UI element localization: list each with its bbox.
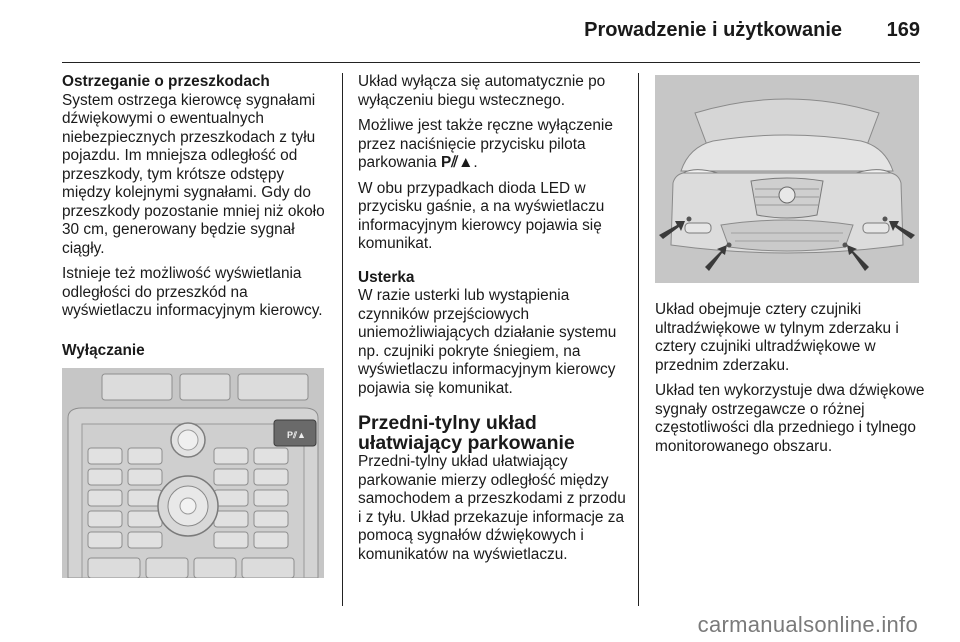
heading-fault: Usterka — [358, 268, 415, 286]
center-console-illustration — [62, 368, 324, 578]
paragraph-sensors: Układ obejmuje cztery czujniki ultradźwiękowe w tylnym zderzaku i cztery czujniki ultradźwiękowe w przednim zderzaku. — [655, 301, 899, 374]
paragraph-warning: System ostrzega kierowcę sygnałami dźwiękowymi o ewentualnych niebezpiecznych przeszkodach z tyłu pojazdu. Im mniejsza odległość od przeszkody, tym krótsze odstępy między kolejnymi sygnałami. Gdy do przeszkody pozostanie mniej niż około 30 cm, generowany będzie sygnał ciągły. — [62, 91, 325, 257]
heading-obstacle-warning: Ostrzeganie o przeszkodach — [62, 73, 270, 90]
car-front-illustration — [655, 75, 919, 283]
heading-switch-off: Wyłączanie — [62, 341, 145, 359]
watermark: carmanualsonline.info — [697, 612, 918, 637]
column-2 — [358, 73, 630, 571]
paragraph-fault: W razie usterki lub wystąpienia czynników przejściowych uniemożliwiających działanie systemu np. czujniki pokryte śniegiem, na wyświetlaczu informacyjnym kierowcy pojawia się komunikat. — [358, 287, 617, 397]
paragraph-auto-off: Układ wyłącza się automatycznie po wyłączeniu biegu wstecznego. — [358, 73, 606, 109]
paragraph-manual-off: Możliwe jest także ręczne wyłączenie przez naciśnięcie przycisku pilota parkowania P⫽▲. — [358, 117, 613, 171]
paragraph-front-rear: Przedni-tylny układ ułatwiający parkowanie mierzy odległość między samochodem a przeszkodami z przodu i z tyłu. Układ przekazuje informacje za pomocą sygnałów dźwiękowych i komunikatów na wyświetlaczu. — [358, 453, 626, 563]
car-front-sensors-figure — [655, 75, 919, 283]
column-divider-1 — [342, 73, 343, 606]
paragraph-led: W obu przypadkach dioda LED w przycisku gaśnie, a na wyświetlaczu informacyjnym kierowcy pojawia się komunikat. — [358, 179, 605, 252]
column-1 — [62, 73, 334, 578]
page-header — [0, 0, 960, 60]
heading-front-rear-parking: Przedni-tylny układ ułatwiający parkowanie — [358, 412, 575, 454]
paragraph-distance-display: Istnieje też możliwość wyświetlania odległości do przeszkód na wyświetlaczu informacyjnym kierowcy. — [62, 265, 323, 319]
pdc-symbol-icon: P⫽▲ — [441, 154, 474, 171]
page-number: 169 — [886, 19, 920, 41]
column-divider-2 — [638, 73, 639, 606]
pdc-button-label: P⫽▲ — [287, 430, 306, 440]
column-3 — [655, 73, 925, 463]
header-rule — [62, 62, 920, 63]
page-title: Prowadzenie i użytkowanie — [584, 19, 842, 41]
paragraph-signals: Układ ten wykorzystuje dwa dźwiękowe sygnały ostrzegawcze o różnej częstotliwości dla przedniego i tylnego monitorowanego obszaru. — [655, 382, 925, 455]
center-console-figure — [62, 368, 324, 578]
